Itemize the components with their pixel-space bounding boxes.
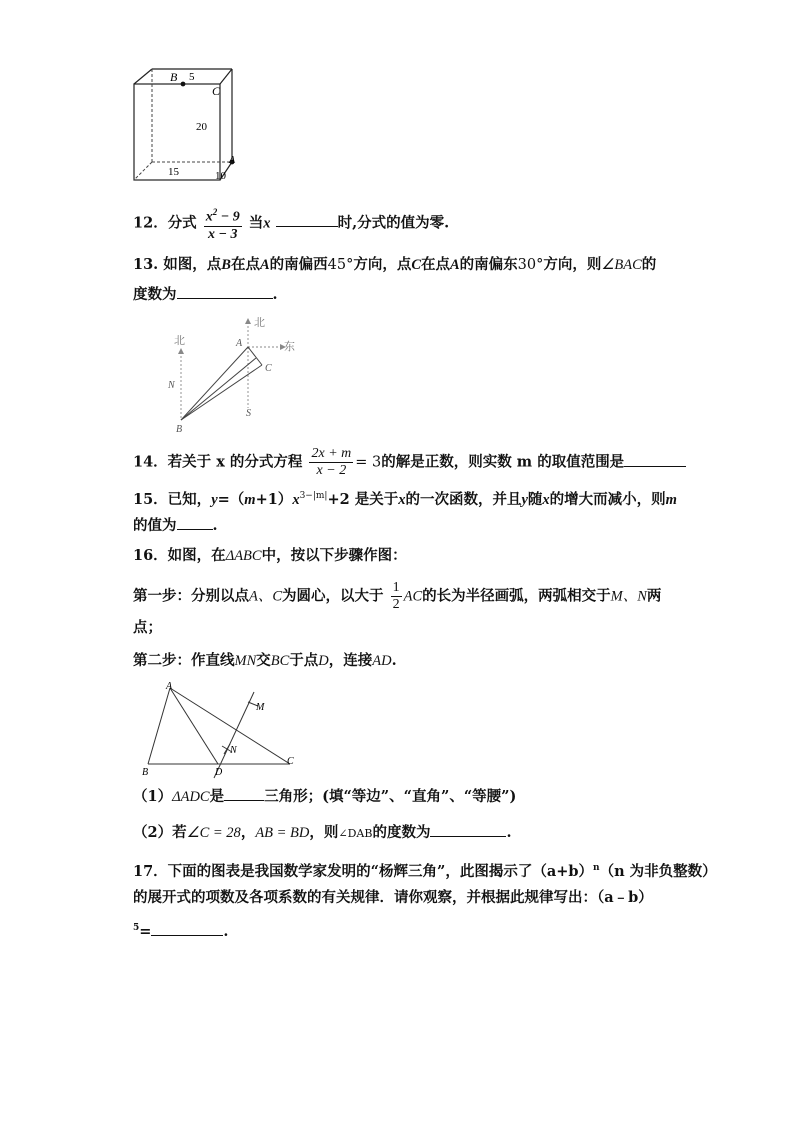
point-b-dot	[181, 82, 186, 87]
label-b: B	[170, 70, 178, 84]
label-c: C	[265, 363, 272, 374]
north-arrow-a	[245, 318, 251, 324]
fraction-half: $\frac{1}{2}$	[392, 580, 400, 612]
question-16-step1-line2: 点；	[133, 619, 162, 636]
label-d: D	[215, 767, 223, 778]
question-17-line2: 的展开式的项数及各项系数的有关规律．请你观察，并根据此规律写出：（a﹣b）	[133, 889, 653, 906]
fraction-q14: $\frac{2x + m}{x - 2}$	[311, 446, 352, 478]
label-north-top: 北	[254, 317, 265, 329]
label-10: 10	[215, 170, 226, 182]
label-s: S	[246, 408, 251, 419]
question-17-line3: $^5$= .	[133, 922, 229, 940]
label-n: N	[230, 745, 237, 756]
north-arrow-b	[178, 348, 184, 354]
answer-blank-q13[interactable]	[177, 284, 273, 299]
question-15: 15．已知，$y=(m+1)x^{3-|m|}+2$ 是关于x的一次函数，并且y随x的增大而减小，则m	[133, 490, 677, 508]
answer-blank-q15[interactable]	[177, 515, 213, 530]
label-c: C	[287, 756, 294, 767]
box-top-right-edge	[220, 69, 232, 84]
question-12: 12．分式 $\frac{x^2 - 9}{x - 3}$ 当x 时,分式的值为零.	[133, 204, 449, 243]
label-m: M	[256, 702, 265, 713]
label-n: N	[168, 380, 175, 391]
answer-blank-q16-2[interactable]	[430, 822, 506, 837]
segment-ad	[170, 688, 218, 764]
direction-figure	[160, 312, 310, 436]
question-13: 13. 如图，点B在点A的南偏西45°方向，点C在点A的南偏东30°方向，则∠BAC的	[133, 256, 657, 273]
label-a: A	[229, 155, 236, 166]
label-15: 15	[168, 166, 179, 178]
question-15-line2: 的值为 .	[133, 517, 218, 534]
label-20: 20	[196, 121, 207, 133]
label-b: B	[142, 767, 149, 778]
answer-blank-q14[interactable]	[624, 452, 686, 467]
question-16-step1: 第一步：分别以点A、C为圆心，以大于 $\frac{1}{2}$ AC的长为半径画弧，两弧相交于M、N两	[133, 580, 662, 612]
segment-ab-upper	[181, 347, 248, 420]
label-east: 东	[284, 341, 295, 353]
triangle-figure	[138, 680, 298, 780]
question-17: 17．下面的图表是我国数学家发明的“杨辉三角”，此图揭示了$(a+b)^n(n$ 为非负整数）	[133, 862, 717, 880]
question-16: 16．如图，在ΔABC中，按以下步骤作图：	[133, 547, 407, 564]
box-top-left-edge	[134, 69, 152, 84]
box-figure	[126, 62, 246, 184]
segment-ab-lower	[181, 358, 256, 420]
answer-blank-q16-1[interactable]	[224, 786, 264, 801]
line-mn	[214, 692, 254, 778]
question-14: 14．若关于 x 的分式方程 $\frac{2x + m}{x - 2}$ = 3的解是正数，则实数 m 的取值范围是	[133, 446, 686, 479]
label-a: A	[166, 681, 173, 692]
question-16-part2: （2）若∠C = 28，AB = BD，则∠DAB的度数为 .	[133, 824, 512, 841]
label-5: 5	[189, 71, 195, 83]
question-16-part1: （1）ΔADC是 三角形；(填“等边”、“直角”、“等腰”)	[133, 788, 517, 805]
label-a: A	[236, 338, 243, 349]
question-16-step2: 第二步：作直线MN交BC于点D，连接AD.	[133, 652, 397, 669]
label-north-left: 北	[174, 335, 185, 347]
box-hidden-diagonal	[134, 162, 152, 180]
fraction-q12: $\frac{x^2 - 9}{x - 3}$	[204, 204, 242, 243]
label-b: B	[176, 424, 183, 435]
label-c: C	[212, 84, 221, 98]
answer-blank-q12[interactable]	[276, 212, 338, 227]
segment-ab	[148, 688, 170, 764]
question-13-line2: 度数为 .	[133, 286, 278, 303]
answer-blank-q17[interactable]	[151, 921, 223, 936]
